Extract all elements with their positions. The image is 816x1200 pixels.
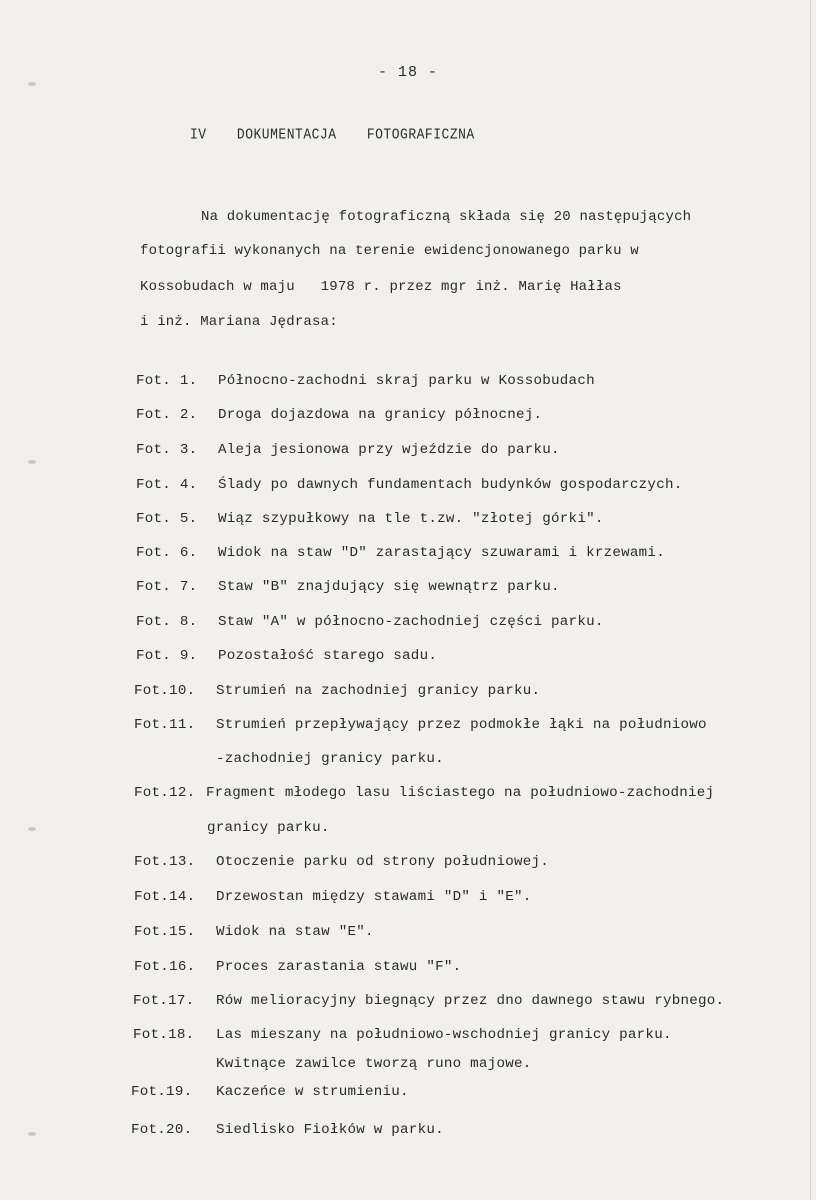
photo-list-item <box>134 683 541 699</box>
punch-hole-mark <box>28 1132 36 1136</box>
photo-list-item <box>136 579 560 595</box>
photo-label: Fot.16. <box>134 959 196 975</box>
punch-hole-mark <box>28 82 36 86</box>
photo-label: Fot.15. <box>134 924 196 940</box>
photo-list-item <box>136 442 560 458</box>
photo-label: Fot. 6. <box>136 545 198 561</box>
photo-description: Ślady po dawnych fundamentach budynków gospodarczych. <box>218 477 683 493</box>
photo-list-item <box>136 407 543 423</box>
intro-line: Na dokumentację fotograficzną składa się 20 następujących <box>201 209 692 225</box>
photo-list-item <box>133 1027 672 1043</box>
photo-list-item <box>136 477 683 493</box>
intro-line: i inż. Mariana Jędrasa: <box>140 314 338 330</box>
intro-line: Kossobudach w maju 1978 r. przez mgr inż. Marię Hałłas <box>140 279 622 295</box>
photo-label: Fot. 9. <box>136 648 198 664</box>
photo-list-item <box>136 648 438 664</box>
intro-line: fotografii wykonanych na terenie ewidencjonowanego parku w <box>140 243 639 259</box>
photo-description: Staw "B" znajdujący się wewnątrz parku. <box>218 579 560 595</box>
photo-description: Widok na staw "D" zarastający szuwarami i krzewami. <box>218 545 665 561</box>
photo-description-continuation: granicy parku. <box>207 820 330 836</box>
photo-label: Fot. 8. <box>136 614 198 630</box>
photo-label: Fot.18. <box>133 1027 195 1043</box>
photo-list-item <box>134 785 715 801</box>
punch-hole-mark <box>28 827 36 831</box>
photo-description: Rów melioracyjny biegnący przez dno dawnego stawu rybnego. <box>216 993 725 1009</box>
photo-description: Las mieszany na południowo-wschodniej granicy parku. <box>216 1027 672 1043</box>
photo-description: Drzewostan między stawami "D" i "E". <box>216 889 532 905</box>
photo-label: Fot.13. <box>134 854 196 870</box>
page-edge <box>810 0 811 1200</box>
photo-label: Fot.19. <box>131 1084 193 1100</box>
photo-list-item <box>134 959 462 975</box>
photo-list-item <box>134 854 550 870</box>
photo-label: Fot. 7. <box>136 579 198 595</box>
photo-label: Fot.11. <box>134 717 196 733</box>
photo-label: Fot. 3. <box>136 442 198 458</box>
photo-description: Droga dojazdowa na granicy północnej. <box>218 407 543 423</box>
photo-label: Fot.10. <box>134 683 196 699</box>
photo-list-item <box>134 924 374 940</box>
section-heading: IV DOKUMENTACJA FOTOGRAFICZNA <box>190 125 475 144</box>
photo-label: Fot. 5. <box>136 511 198 527</box>
photo-description: Aleja jesionowa przy wjeździe do parku. <box>218 442 560 458</box>
photo-label: Fot.20. <box>131 1122 193 1138</box>
photo-description-continuation: Kwitnące zawilce tworzą runo majowe. <box>216 1056 532 1072</box>
photo-list-item <box>134 889 532 905</box>
photo-description: Pozostałość starego sadu. <box>218 648 438 664</box>
photo-list-item <box>131 1084 409 1100</box>
page-number: - 18 - <box>377 64 438 81</box>
photo-list-item <box>131 1122 444 1138</box>
photo-description: Staw "A" w północno-zachodniej części parku. <box>218 614 604 630</box>
photo-list-item <box>134 717 707 733</box>
photo-label: Fot. 4. <box>136 477 198 493</box>
photo-description: Strumień na zachodniej granicy parku. <box>216 683 541 699</box>
photo-description: Otoczenie parku od strony południowej. <box>216 854 550 870</box>
photo-list-item <box>136 614 604 630</box>
photo-list-item <box>133 993 725 1009</box>
photo-description-continuation: -zachodniej granicy parku. <box>216 751 444 767</box>
photo-label: Fot.17. <box>133 993 195 1009</box>
photo-label: Fot. 2. <box>136 407 198 423</box>
photo-description: Proces zarastania stawu "F". <box>216 959 462 975</box>
photo-description: Północno-zachodni skraj parku w Kossobudach <box>218 373 595 389</box>
photo-list-item <box>136 511 604 527</box>
photo-description: Siedlisko Fiołków w parku. <box>216 1122 444 1138</box>
punch-hole-mark <box>28 460 36 464</box>
photo-label: Fot. 1. <box>136 373 198 389</box>
photo-description: Strumień przepływający przez podmokłe łąki na południowo <box>216 717 707 733</box>
photo-list-item <box>136 373 595 389</box>
photo-list-item <box>136 545 665 561</box>
photo-description: Wiąz szypułkowy na tle t.zw. "złotej górki". <box>218 511 604 527</box>
photo-description: Kaczeńce w strumieniu. <box>216 1084 409 1100</box>
photo-label: Fot.14. <box>134 889 196 905</box>
photo-description: Widok na staw "E". <box>216 924 374 940</box>
photo-label: Fot.12. <box>134 785 196 801</box>
photo-description: Fragment młodego lasu liściastego na południowo-zachodniej <box>206 785 715 801</box>
